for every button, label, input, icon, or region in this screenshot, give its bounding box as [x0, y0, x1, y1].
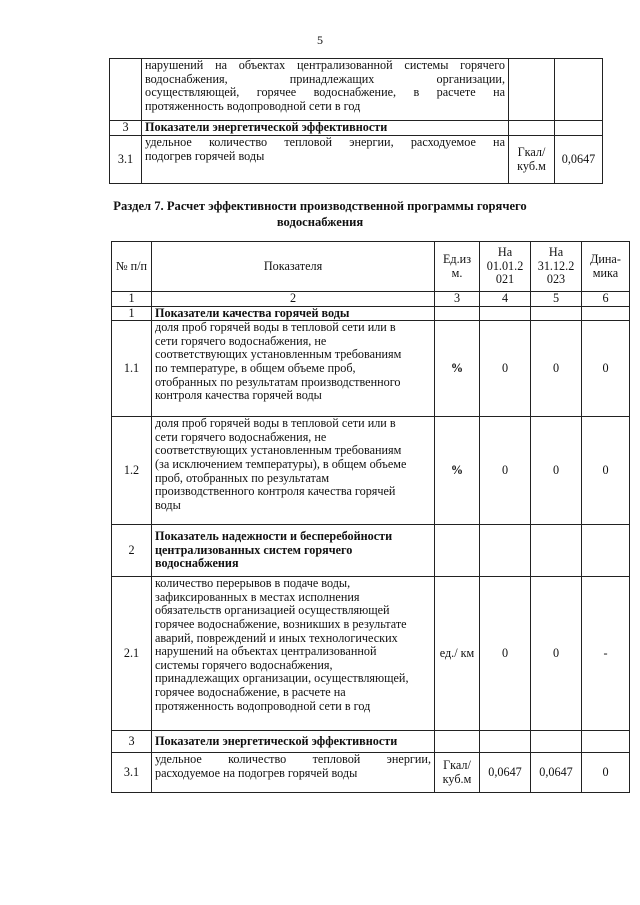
column-number: 3	[435, 292, 480, 307]
table-row	[112, 577, 630, 731]
column-number: 5	[531, 292, 582, 307]
table-row	[110, 121, 603, 136]
table-row	[112, 321, 630, 417]
unit-cell: %	[435, 417, 480, 525]
column-number: 1	[112, 292, 152, 307]
header-unit: Ед.из м.	[435, 242, 480, 292]
table-row	[112, 417, 630, 525]
row-number-cell: 2	[112, 525, 152, 577]
value-cell: -	[582, 577, 630, 731]
unit-cell: ед./ км	[435, 577, 480, 731]
unit-cell: %	[435, 321, 480, 417]
row-number-cell: 3.1	[112, 753, 152, 793]
unit-cell	[435, 306, 480, 321]
value-cell: 0	[480, 321, 531, 417]
table-row	[112, 306, 630, 321]
value-cell	[480, 525, 531, 577]
value-cell	[582, 306, 630, 321]
continued-table	[109, 58, 603, 184]
unit-cell	[509, 121, 555, 136]
section-title-cell: Показатель надежности и бесперебойности централизованных систем горячего водоснабжения	[152, 525, 435, 577]
value-cell	[555, 121, 603, 136]
header-indicator: Показателя	[152, 242, 435, 292]
unit-cell: Гкал/ куб.м	[435, 753, 480, 793]
indicator-cell: удельное количество тепловой энергии, расходуемое на подогрев горячей воды	[152, 753, 435, 793]
value-cell: 0	[582, 321, 630, 417]
row-number-cell: 2.1	[112, 577, 152, 731]
column-number: 2	[152, 292, 435, 307]
table-row	[112, 753, 630, 793]
value-cell: 0	[531, 577, 582, 731]
indicator-cell: количество перерывов в подаче воды, зафиксированных в местах исполнения обязательств организацией осуществляющей горячее водоснабжение, возникших в результате аварий, повреждений и иных технологических нарушений на объектах централизованной системы горячего водоснабжения, принадлежащих организации, осуществляющей, горячее водоснабжение, в расчете на протяженность водопроводной сети в год	[152, 577, 435, 731]
value-cell: 0,0647	[531, 753, 582, 793]
section-title-cell: Показатели качества горячей воды	[152, 306, 435, 321]
value-cell: 0	[582, 417, 630, 525]
row-number-cell: 1.2	[112, 417, 152, 525]
table-row	[112, 525, 630, 577]
unit-cell	[509, 59, 555, 121]
indicator-cell: удельное количество тепловой энергии, расходуемое на подогрев горячей воды	[142, 136, 509, 184]
row-number-cell: 1.1	[112, 321, 152, 417]
table-row	[112, 731, 630, 753]
row-number-cell	[110, 59, 142, 121]
unit-cell: Гкал/ куб.м	[509, 136, 555, 184]
value-cell: 0	[582, 753, 630, 793]
value-cell: 0	[480, 577, 531, 731]
value-cell	[582, 525, 630, 577]
table-row	[110, 59, 603, 121]
value-cell: 0,0647	[480, 753, 531, 793]
header-dynamics: Дина- мика	[582, 242, 630, 292]
row-number-cell: 3.1	[110, 136, 142, 184]
efficiency-table	[111, 241, 630, 793]
header-num: № п/п	[112, 242, 152, 292]
value-cell	[582, 731, 630, 753]
value-cell: 0,0647	[555, 136, 603, 184]
column-number: 4	[480, 292, 531, 307]
row-number-cell: 3	[110, 121, 142, 136]
header-row	[112, 242, 630, 292]
value-cell: 0	[531, 417, 582, 525]
column-number: 6	[582, 292, 630, 307]
value-cell	[555, 59, 603, 121]
value-cell	[531, 731, 582, 753]
indicator-cell: нарушений на объектах централизованной системы горячего водоснабжения, принадлежащих организации, осуществляющей, горячее водоснабжение, в расчете на протяженность водопроводной сети в год	[142, 59, 509, 121]
value-cell	[480, 731, 531, 753]
header-2021: На 01.01.2 021	[480, 242, 531, 292]
unit-cell	[435, 525, 480, 577]
value-cell	[531, 306, 582, 321]
page-number: 5	[317, 33, 323, 47]
unit-cell	[435, 731, 480, 753]
section-title-cell: Показатели энергетической эффективности	[152, 731, 435, 753]
section-title-cell: Показатели энергетической эффективности	[142, 121, 509, 136]
row-number-cell: 1	[112, 306, 152, 321]
value-cell: 0	[531, 321, 582, 417]
column-numbers-row	[112, 292, 630, 307]
indicator-cell: доля проб горячей воды в тепловой сети или в сети горячего водоснабжения, не соответствующих установленным требованиям по температуре, в общем объеме проб, отобранных по результатам производственного контроля качества горячей воды	[152, 321, 435, 417]
value-cell: 0	[480, 417, 531, 525]
section-heading: Раздел 7. Расчет эффективности производственной программы горячего водоснабжения	[113, 199, 527, 229]
indicator-cell: доля проб горячей воды в тепловой сети или в сети горячего водоснабжения, не соответствующих установленным требованиям (за исключением температуры), в общем объеме проб, отобранных по результатам производственного контроля качества горячей воды	[152, 417, 435, 525]
header-2023: На 31.12.2 023	[531, 242, 582, 292]
value-cell	[480, 306, 531, 321]
value-cell	[531, 525, 582, 577]
table-row	[110, 136, 603, 184]
row-number-cell: 3	[112, 731, 152, 753]
